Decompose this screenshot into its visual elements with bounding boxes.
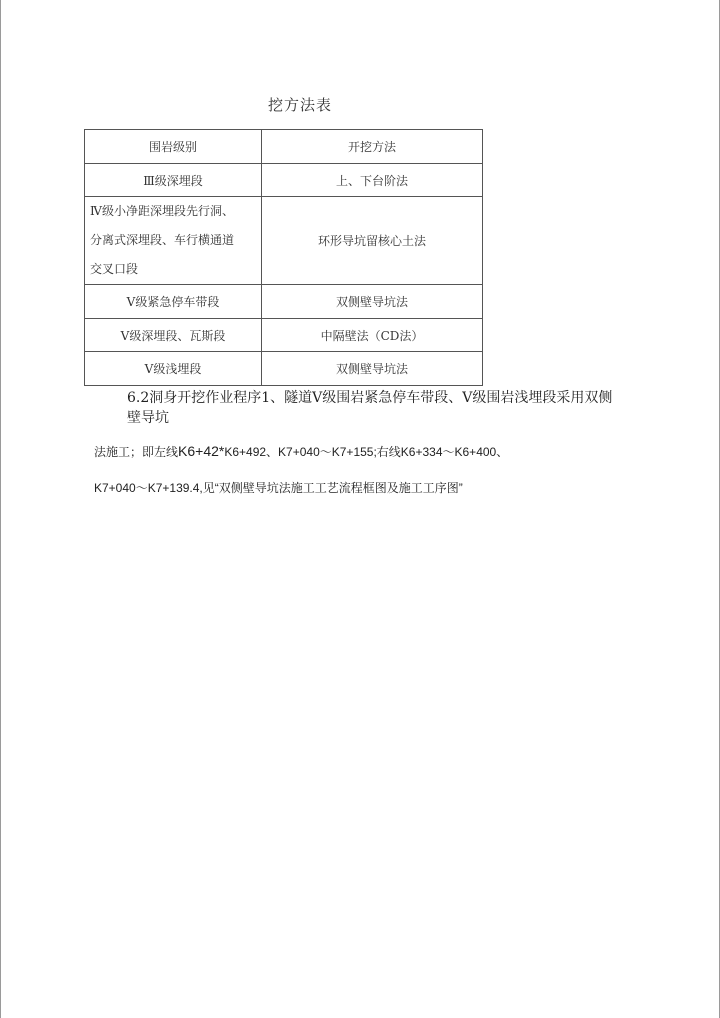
cell-method: 双侧壁导坑法 [262, 285, 483, 319]
table-row [85, 164, 483, 197]
excavation-method-table [84, 129, 483, 386]
section-paragraph [127, 388, 667, 428]
cell-rock-grade [85, 197, 262, 285]
cell-rock-grade: V级深埋段、瓦斯段 [85, 319, 262, 352]
paragraph-line: K7+040～K7+139.4,见“双侧壁导坑法施工工艺流程框图及施工工序图” [94, 481, 463, 495]
cell-method: 双侧壁导坑法 [262, 352, 483, 386]
table-title: 挖方法表 [267, 96, 332, 114]
table-row [85, 352, 483, 386]
table-row [85, 197, 483, 285]
cell-line: Ⅳ级小净距深埋段先行洞、 [90, 204, 234, 218]
table-header-row [85, 130, 483, 164]
cell-rock-grade: Ⅲ级深埋段 [85, 164, 262, 197]
cell-rock-grade: V级紧急停车带段 [85, 285, 262, 319]
text-run: 法施工；即左线 [94, 445, 179, 459]
paragraph-line: 壁导坑 [127, 410, 169, 426]
header-excavation-method: 开挖方法 [262, 130, 483, 164]
paragraph-line: 6.2洞身开挖作业程序1、隧道V级围岩紧急停车带段、V级围岩浅埋段采用双侧 [127, 390, 613, 406]
page-border-left [0, 0, 1, 1018]
cell-method: 上、下台阶法 [262, 164, 483, 197]
cell-line: 分离式深埋段、车行横通道 [90, 233, 235, 247]
header-rock-grade: 围岩级别 [85, 130, 262, 164]
table-row [85, 285, 483, 319]
cell-method: 中隔壁法（CD法） [262, 319, 483, 352]
cell-line: 交叉口段 [90, 262, 139, 276]
text-run: K6+42* [178, 443, 225, 459]
text-run: K6+492、K7+040～K7+155;右线K6+334～K6+400、 [224, 445, 509, 459]
cell-rock-grade: V级浅埋段 [85, 352, 262, 386]
paragraph-line [94, 441, 694, 462]
table-row [85, 319, 483, 352]
cell-method: 环形导坑留核心土法 [262, 197, 483, 285]
